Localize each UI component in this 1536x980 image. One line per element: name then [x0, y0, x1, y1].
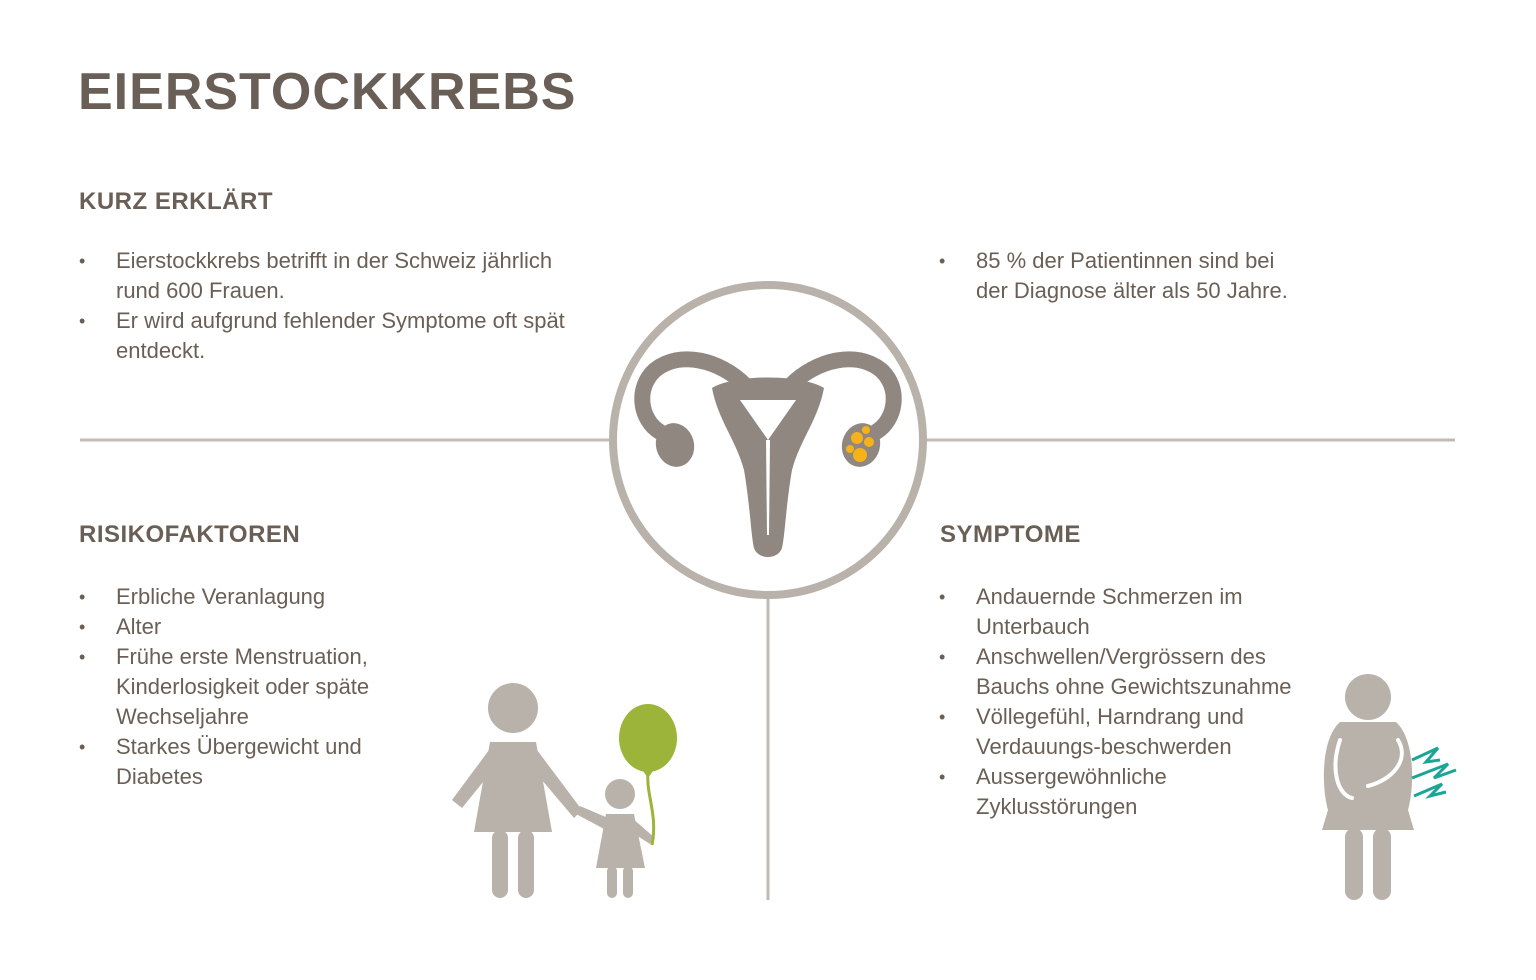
- list-item: • Eierstockkrebs betrifft in der Schweiz jährlich rund 600 Frauen.: [79, 246, 599, 306]
- list-item: • Aussergewöhnliche Zyklusstörungen: [939, 762, 1309, 822]
- list-item: • Frühe erste Menstruation, Kinderlosigkeit oder späte Wechseljahre: [79, 642, 439, 732]
- list-item: • Starkes Übergewicht und Diabetes: [79, 732, 439, 792]
- woman-pain-icon: [1322, 674, 1414, 900]
- pain-zigzag-icon: [1412, 748, 1456, 796]
- tumor-dot: [864, 437, 874, 447]
- tumor-dot: [853, 448, 867, 462]
- section-heading-risiko: RISIKOFAKTOREN: [79, 521, 301, 548]
- section-heading-symptome: SYMPTOME: [940, 521, 1081, 548]
- kurz-list-right: [939, 246, 1309, 306]
- list-item: • Alter: [79, 612, 439, 642]
- page-title: EIERSTOCKKREBS: [78, 63, 577, 121]
- mother-child-icon: [452, 683, 655, 898]
- section-heading-kurz: KURZ ERKLÄRT: [79, 188, 273, 215]
- tumor-dot: [862, 426, 870, 434]
- list-item: • Anschwellen/Vergrössern des Bauchs ohne Gewichtszunahme: [939, 642, 1309, 702]
- list-item: • Andauernde Schmerzen im Unterbauch: [939, 582, 1309, 642]
- kurz-list-left: [79, 246, 599, 366]
- risiko-list: [79, 582, 439, 792]
- list-item: • 85 % der Patientinnen sind bei der Diagnose älter als 50 Jahre.: [939, 246, 1309, 306]
- list-item: • Erbliche Veranlagung: [79, 582, 439, 612]
- symptome-list: [939, 582, 1309, 822]
- list-item: • Er wird aufgrund fehlender Symptome oft spät entdeckt.: [79, 306, 599, 366]
- tumor-dot: [851, 432, 863, 444]
- list-item: • Völlegefühl, Harndrang und Verdauungs-beschwerden: [939, 702, 1309, 762]
- tumor-dot: [846, 445, 854, 453]
